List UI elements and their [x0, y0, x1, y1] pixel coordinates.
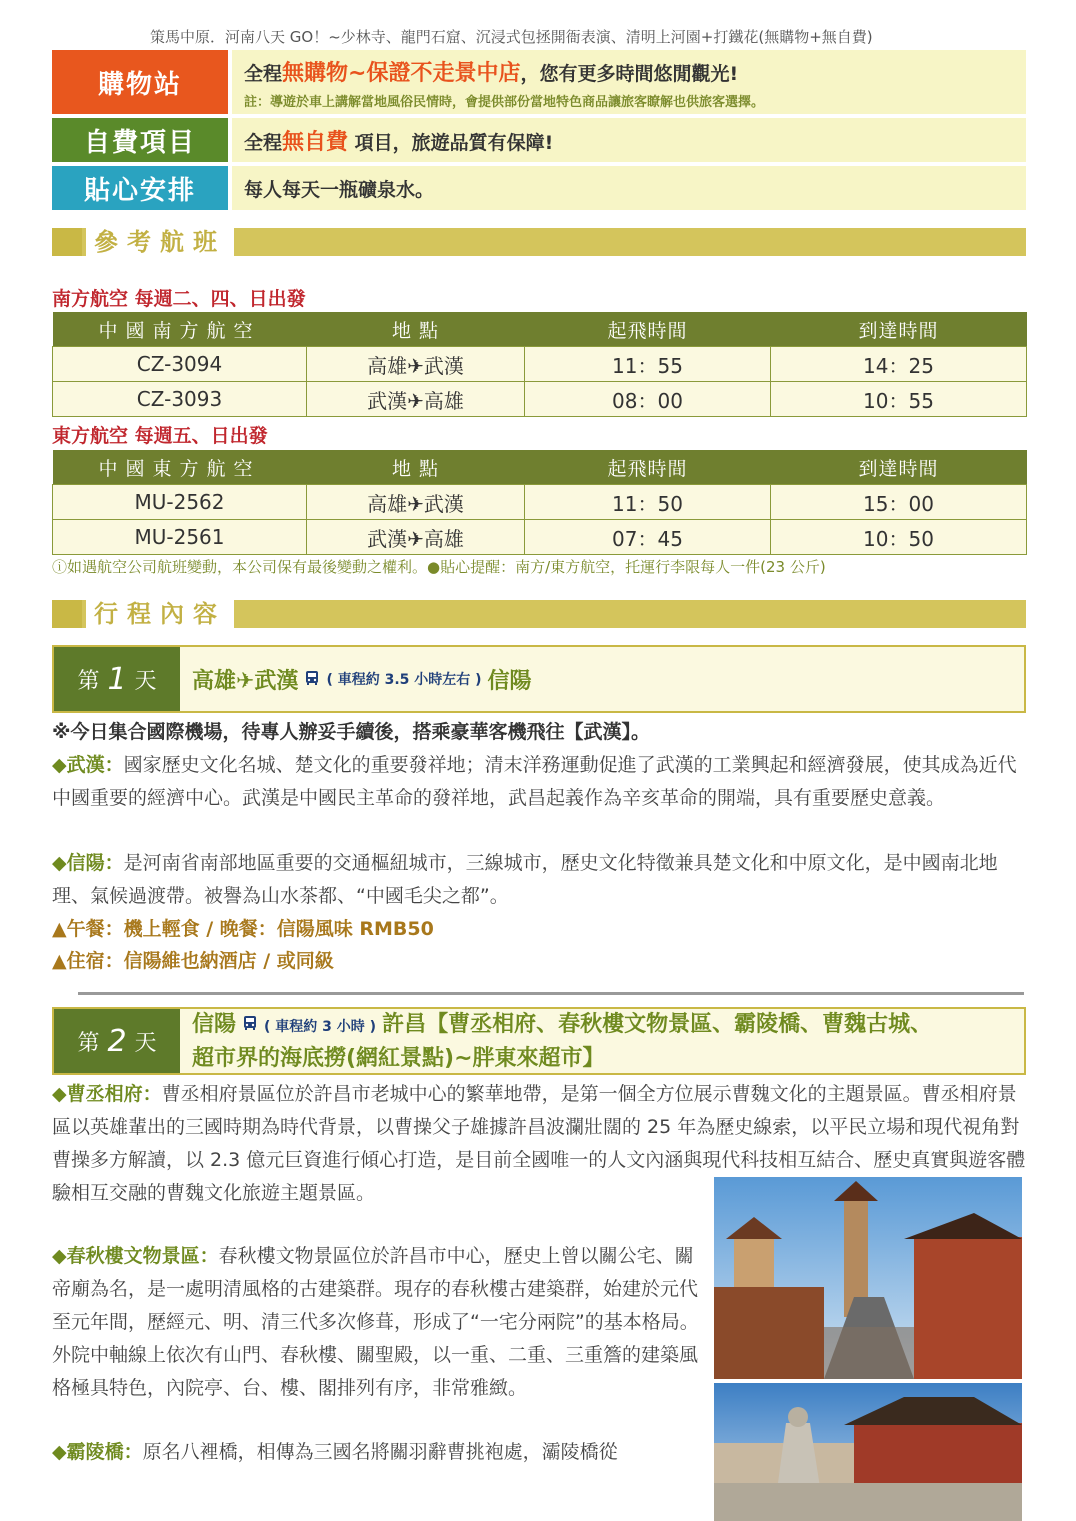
- flight-arrive: 15：00: [771, 485, 1027, 520]
- bus-icon: [242, 1012, 258, 1037]
- day2-header: [52, 1007, 1026, 1075]
- day1-header: [52, 645, 1026, 713]
- optional-pre: 全程: [244, 131, 283, 154]
- day1-xinyang: [52, 847, 1030, 913]
- day1-wuhan: [52, 749, 1030, 815]
- route-drive-time: ( 車程約 3.5 小時左右 ): [326, 672, 482, 688]
- header-tagline: 策馬中原．河南八天 GO！~少林寺、龍門石窟、沉浸式包拯開衙表演、清明上河園+打鐵花(無購物+無自費): [150, 28, 873, 46]
- section-itinerary-title: 行程內容: [86, 598, 234, 630]
- baling-keyword: ◆霸陵橋：: [52, 1441, 143, 1463]
- info-shopping: [52, 50, 1026, 114]
- eastern-title: 東方航空 每週五、日出發: [52, 425, 268, 447]
- day1-meal: ▲午餐：機上輕食 / 晚餐：信陽風味 RMB50: [52, 918, 434, 940]
- flight-no: CZ-3094: [53, 347, 307, 382]
- flight-route: 高雄✈武漢: [307, 485, 525, 520]
- shopping-note: 註：導遊於車上講解當地風俗民情時，會提供部份當地特色商品讓旅客瞭解也供旅客選擇。: [244, 95, 765, 110]
- flight-no: MU-2561: [53, 520, 307, 555]
- table-header: [53, 312, 1027, 347]
- route-rest: 許昌【曹丞相府、春秋樓文物景區、霸陵橋、曹魏古城、: [382, 1012, 933, 1037]
- day1-route: [180, 647, 1024, 711]
- southern-title: 南方航空 每週二、四、日出發: [52, 288, 306, 310]
- flight-arrive: 14：25: [771, 347, 1027, 382]
- wuhan-text: 國家歷史文化名城、楚文化的重要發祥地；清末洋務運動促進了武漢的工業興起和經濟發展，使其成為近代中國重要的經濟中心。武漢是中國民主革命的發祥地，武昌起義作為辛亥革命的開端，具有重要歷史意義。: [52, 754, 1017, 809]
- day-suffix: 天: [134, 668, 157, 694]
- col-place: 地 點: [307, 450, 525, 485]
- route-from: 高雄✈武漢: [192, 668, 299, 694]
- col-arrive: 到達時間: [771, 312, 1027, 347]
- shopping-label: 購物站: [52, 50, 228, 114]
- flight-no: MU-2562: [53, 485, 307, 520]
- optional-body: [232, 118, 1026, 162]
- baling-text: 原名八裡橋，相傳為三國名將關羽辭曹挑袍處，灞陵橋從: [142, 1441, 618, 1463]
- bus-icon: [304, 667, 320, 692]
- flight-note: ⓘ如遇航空公司航班變動，本公司保有最後變動之權利。●貼心提醒：南方/東方航空，托運行李限每人一件(23 公斤): [52, 558, 826, 576]
- shopping-body: [232, 50, 1026, 114]
- flight-no: CZ-3093: [53, 382, 307, 417]
- eastern-table: [52, 450, 1027, 555]
- chunqiu-text: 春秋樓文物景區位於許昌市中心，歷史上曾以關公宅、關帝廟為名，是一處明清風格的古建築群。現存的春秋樓古建築群，始建於元代至元年間，歷經元、明、清三代多次修葺，形成了“一宅分兩院”的基本格局。外院中軸線上依次有山門、春秋樓、關聖殿，以一重、二重、三重簷的建築風格極具特色，內院亭、台、樓、閣排列有序，非常雅緻。: [52, 1245, 699, 1399]
- table-header: [53, 450, 1027, 485]
- day1-hotel: ▲住宿：信陽維也納酒店 / 或同級: [52, 950, 334, 972]
- col-place: 地 點: [307, 312, 525, 347]
- day2-route-line1: [192, 1009, 1012, 1043]
- day1-label: [54, 647, 180, 711]
- shopping-post: ，您有更多時間悠閒觀光!: [520, 63, 739, 85]
- shopping-pre: 全程: [244, 63, 283, 85]
- route-to: 信陽: [487, 668, 532, 694]
- optional-label: 自費項目: [52, 118, 228, 162]
- care-body: [232, 166, 1026, 210]
- flight-depart: 07：45: [525, 520, 771, 555]
- section-marker: [52, 228, 82, 256]
- info-care: [52, 166, 1026, 210]
- flight-depart: 11：55: [525, 347, 771, 382]
- flight-route: 武漢✈高雄: [307, 520, 525, 555]
- chunqiu-photo: [714, 1177, 1022, 1379]
- shopping-main: [244, 56, 1014, 87]
- day2-baling: [52, 1436, 702, 1469]
- divider: [78, 992, 1024, 995]
- day-number: 2: [107, 1023, 127, 1059]
- day2-label: [54, 1009, 180, 1073]
- flight-depart: 08：00: [525, 382, 771, 417]
- flight-route: 武漢✈高雄: [307, 382, 525, 417]
- shopping-highlight: 無購物~保證不走景中店: [282, 61, 521, 86]
- xinyang-text: 是河南省南部地區重要的交通樞紐城市，三線城市，歷史文化特徵兼具楚文化和中原文化，是中國南北地理、氣候過渡帶。被譽為山水茶都、“中國毛尖之都”。: [52, 852, 998, 907]
- day-number: 1: [107, 661, 127, 697]
- col-depart: 起飛時間: [525, 450, 771, 485]
- xinyang-keyword: ◆信陽：: [52, 852, 124, 874]
- care-label: 貼心安排: [52, 166, 228, 210]
- day-prefix: 第: [77, 1030, 100, 1056]
- care-text: 每人每天一瓶礦泉水。: [244, 178, 435, 201]
- flight-depart: 11：50: [525, 485, 771, 520]
- optional-highlight: 無自費: [282, 129, 349, 155]
- section-marker: [52, 600, 82, 628]
- day-prefix: 第: [77, 668, 100, 694]
- info-optional: [52, 118, 1026, 162]
- flight-arrive: 10：50: [771, 520, 1027, 555]
- wuhan-keyword: ◆武漢：: [52, 754, 124, 776]
- section-flights: [52, 228, 1026, 256]
- col-airline: 中國南方航空: [53, 312, 307, 347]
- table-row: [53, 485, 1027, 520]
- col-arrive: 到達時間: [771, 450, 1027, 485]
- col-airline: 中國東方航空: [53, 450, 307, 485]
- day2-route: [180, 1009, 1024, 1073]
- southern-table: [52, 312, 1027, 417]
- cao-statue-photo: [714, 1383, 1022, 1521]
- col-depart: 起飛時間: [525, 312, 771, 347]
- optional-main: [244, 125, 553, 156]
- table-row: [53, 382, 1027, 417]
- route-from: 信陽: [192, 1012, 237, 1037]
- section-flights-title: 參考航班: [86, 226, 234, 258]
- cao-text: 曹丞相府景區位於許昌市老城中心的繁華地帶，是第一個全方位展示曹魏文化的主題景區。曹丞相府景區以英雄輩出的三國時期為時代背景，以曹操父子雄據許昌波瀾壯闊的 25 年為歷史線索，以平民立場和現代視角對曹操多方解讀，以 2.3 億元巨資進行傾心打造，是目前全國唯一的人文內涵與現代科技相互結合、歷史真實與遊客體驗相互交融的曹魏文化旅遊主題景區。: [52, 1083, 1026, 1204]
- section-itinerary: [52, 600, 1026, 628]
- cao-keyword: ◆曹丞相府：: [52, 1083, 162, 1105]
- flight-route: 高雄✈武漢: [307, 347, 525, 382]
- flight-arrive: 10：55: [771, 382, 1027, 417]
- optional-post: 項目，旅遊品質有保障!: [348, 131, 554, 154]
- table-row: [53, 520, 1027, 555]
- day2-chunqiu: [52, 1240, 702, 1405]
- day1-intro: ※今日集合國際機場，待專人辦妥手續後，搭乘豪華客機飛往【武漢】。: [52, 721, 650, 743]
- chunqiu-keyword: ◆春秋樓文物景區：: [52, 1245, 219, 1267]
- day-suffix: 天: [134, 1030, 157, 1056]
- day2-route-line2: 超市界的海底撈(網紅景點)~胖東來超市】: [192, 1046, 605, 1071]
- route-drive-time: ( 車程約 3 小時 ): [264, 1019, 377, 1035]
- table-row: [53, 347, 1027, 382]
